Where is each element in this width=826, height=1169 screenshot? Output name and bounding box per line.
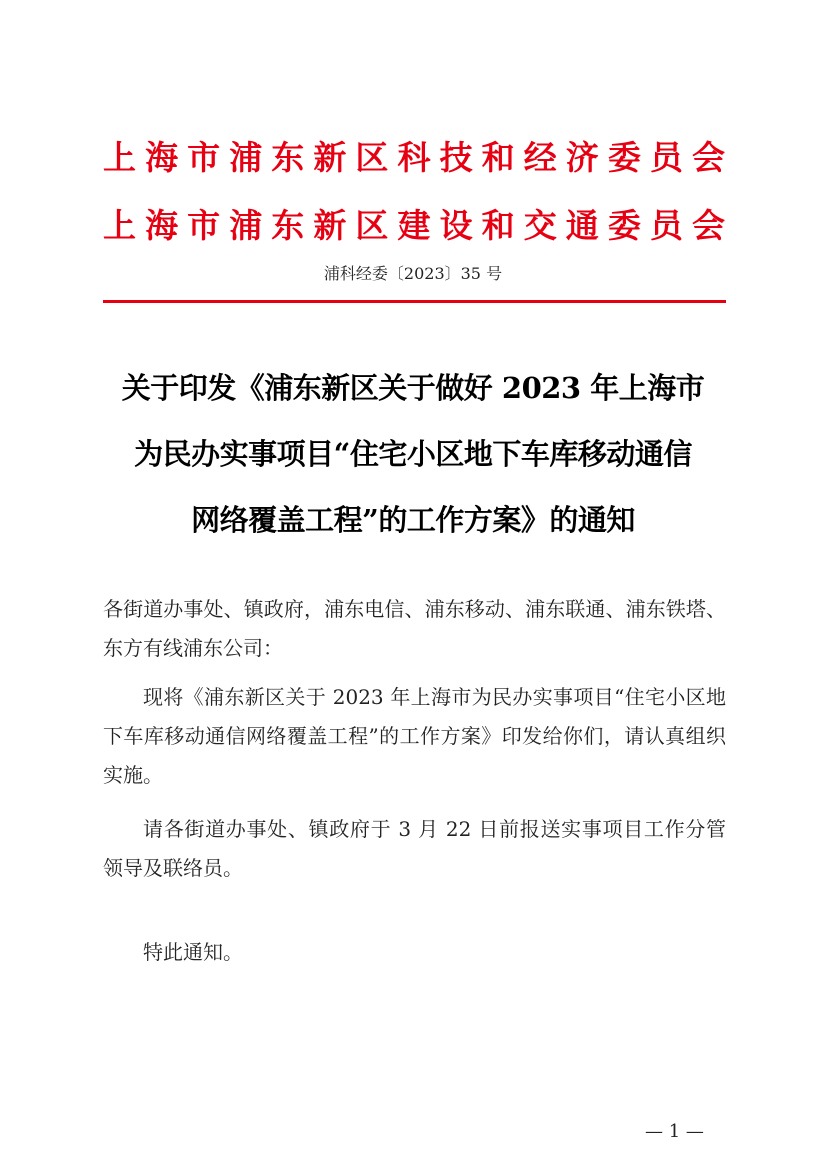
addressee-block	[103, 590, 726, 668]
red-header-rule	[103, 300, 726, 303]
title-line-2: 为民办实事项目“住宅小区地下车库移动通信	[134, 437, 692, 471]
issuing-org-1: 上海市浦东新区科技和经济委员会	[103, 138, 725, 177]
paragraph-1-block	[103, 678, 726, 795]
paragraph-2-block	[103, 810, 726, 888]
paragraph-2: 请各街道办事处、镇政府于 3 月 22 日前报送实事项目工作分管领导及联络员。	[103, 817, 726, 880]
paragraph-1: 现将《浦东新区关于 2023 年上海市为民办实事项目“住宅小区地下车库移动通信网络覆盖工程”的工作方案》印发给你们，请认真组织实施。	[103, 685, 726, 787]
page-number: — 1 —	[645, 1121, 704, 1142]
document-title	[100, 355, 726, 553]
closing-text: 特此通知。	[143, 940, 243, 964]
issuing-org-2: 上海市浦东新区建设和交通委员会	[103, 206, 725, 245]
document-number: 浦科经委〔2023〕35 号	[323, 264, 503, 283]
addressee: 各街道办事处、镇政府，浦东电信、浦东移动、浦东联通、浦东铁塔、东方有线浦东公司：	[103, 597, 726, 660]
title-line-3: 网络覆盖工程”的工作方案》的通知	[191, 503, 635, 537]
title-line-1: 关于印发《浦东新区关于做好 2023 年上海市	[121, 371, 705, 405]
closing-block	[103, 933, 726, 972]
